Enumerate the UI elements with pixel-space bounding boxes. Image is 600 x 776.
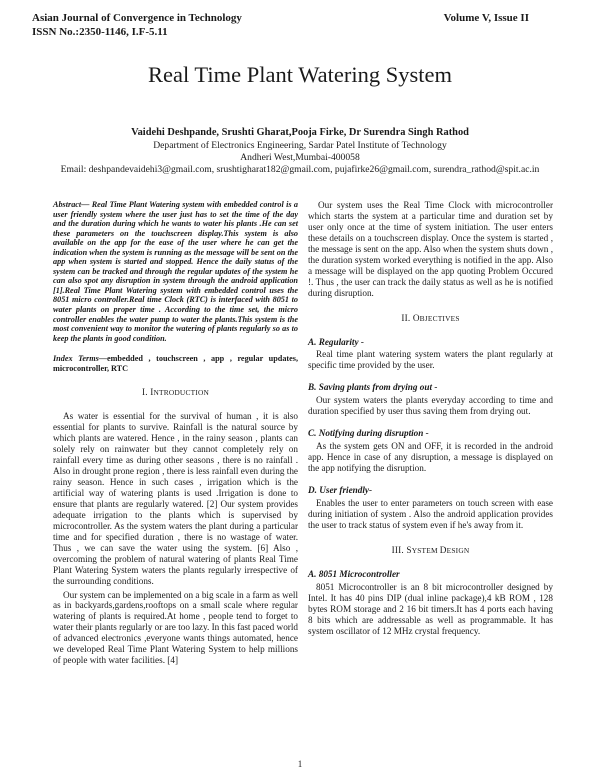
- subsection-body-notifying: As the system gets ON and OFF, it is recorded in the android app. Hence in case of any disruption, a message is displayed on the app notifying the disruption.: [308, 441, 553, 474]
- department: Department of Electronics Engineering, Sardar Patel Institute of Technology: [153, 140, 447, 151]
- section-initial: I: [150, 387, 154, 398]
- section-heading-objectives: [308, 313, 553, 325]
- abstract: [53, 200, 298, 343]
- subsection-title-user-friendly: D. User friendly-: [308, 485, 373, 496]
- abstract-label: Abstract—: [53, 200, 90, 209]
- address: Andheri West,Mumbai-400058: [240, 152, 360, 163]
- left-column: [53, 200, 298, 666]
- subsection-title-notifying: C. Notifying during disruption -: [308, 428, 429, 439]
- subsection-title-8051: A. 8051 Microcontroller: [308, 568, 400, 579]
- right-column: [308, 200, 553, 637]
- author-emails: Email: deshpandevaidehi3@gmail.com, srushtigharat182@gmail.com, pujafirke26@gmail.com, surendra_rathod@spit.ac.in: [60, 164, 540, 175]
- subsection-title-saving-plants: B. Saving plants from drying out -: [308, 382, 438, 393]
- volume-issue: Volume V, Issue II: [443, 12, 529, 24]
- section-numeral: III.: [391, 544, 407, 555]
- section-initial: D: [439, 544, 447, 555]
- section-rest: BJECTIVES: [419, 313, 460, 323]
- section-initial: S: [406, 544, 412, 555]
- section-rest: ESIGN: [446, 545, 470, 555]
- subsection-body-regularity: Real time plant watering system waters the plant regularly at specific time provided by the user.: [308, 349, 553, 371]
- journal-name: Asian Journal of Convergence in Technology: [32, 12, 242, 24]
- section-rest: NTRODUCTION: [153, 388, 210, 398]
- subsection-title-regularity: A. Regularity -: [308, 336, 364, 347]
- abstract-text: Real Time Plant Watering system with embedded control is a user friendly system where the user just has to set the time of the day and the duration during which he wants to water his plants .He can set these parameters on the touchscreen display.This system is also available on the app for the ease of the user where he can get the indication when the system is running as the message will be sent on the app when system is started and stopped. Hence the daily status of the system can be tracked and through the regular updates of the system he can also spot any disruption in system through the android application [1].Real Time Plant Watering system with embedded control uses the 8051 micro controller.Real time Clock (RTC) is interfaced with 8051 to water plants on proper time . According to the time set, the micro controller enables the water pump to water the plants.This system is the most convenient way to monitor the watering of plants regularly so as to keep the plants in good condition.: [53, 200, 298, 343]
- index-terms: [53, 354, 298, 373]
- intro-paragraph-1: As water is essential for the survival of human , it is also essential for plants to survive. Rainfall is the natural source by which plants are watered. Hence , in the rainy season , plants can solely rely on rainwater but they cannot completely rely on rainfall every time as during other seasons , there is no rainfall . Also in drought prone region , there is less rainfall even during the rainy season. Hence in such cases , irrigation which is the artificial way of watering plants is used .Irrigation is done to ensure that plants are regularly watered. [2] Our system provides adequate irrigation to the plants which is supervised by microcontroller. As the system waters the plant during a particular time and for specified duration , there is no wastage of water. Thus , we can save the water using the system. [6] Also , overcoming the problem of natural watering of plants Real Time Plant Watering System waters the plants regularly irrespective of the surrounding conditions.: [53, 411, 298, 586]
- index-terms-text: embedded , touchscreen , app , regular updates, microcontroller, RTC: [53, 354, 299, 373]
- page-number: 1: [297, 759, 303, 769]
- section-numeral: I.: [141, 387, 151, 398]
- section-rest: YSTEM: [411, 545, 440, 555]
- section-heading-system-design: [308, 545, 553, 557]
- subsection-body-saving-plants: Our system waters the plants everyday according to time and duration specified by user thus saving them from drying out.: [308, 395, 553, 417]
- index-terms-label: Index Terms—: [53, 354, 107, 364]
- intro-paragraph-2: Our system can be implemented on a big scale in a farm as well as in backyards,gardens,rooftops on a small scale where regular watering of plants is required.At home , people tend to forget to water their plants regularly or are too lazy. In this fast paced world of advanced electronics ,everyone wants things automated, hence we developed Real Time Plant Watering System to help millions of people with water facilities. [4]: [53, 589, 298, 666]
- section-numeral: II.: [401, 312, 413, 323]
- author-list: Vaidehi Deshpande, Srushti Gharat,Pooja Firke, Dr Surendra Singh Rathod: [131, 127, 469, 138]
- paper-title: Real Time Plant Watering System: [147, 62, 453, 87]
- subsection-body-user-friendly: Enables the user to enter parameters on touch screen with ease during initiation of system . Also the android application provides the user to track status of system even if he's away from it.: [308, 498, 553, 530]
- issn-line: ISSN No.:2350-1146, I.F-5.11: [32, 26, 168, 38]
- section-heading-introduction: [53, 387, 298, 399]
- subsection-body-8051: 8051 Microcontroller is an 8 bit microcontroller designed by Intel. It has 40 pins DIP (dual inline package),4 kB ROM , 128 bytes ROM storage and 2 16 bit timers.It has 4 ports each having 8 bits which are addressable as well as programmable. It has system oscillator of 12 MHz crystal frequency.: [308, 581, 553, 636]
- section-initial: O: [412, 312, 420, 323]
- intro-continued-paragraph: Our system uses the Real Time Clock with microcontroller which starts the system at a particular time and duration set by user only once at the time of system initiation. The user enters these details on a touchscreen display. Once the system is started , the message is sent on the app. Also when the system shuts down , the duration system worked everything is notified in the app. Also a message will be displayed on the app quoting Problem Occured !. Thus , the user can track the daily status as well as he is notified during disruption.: [308, 200, 553, 298]
